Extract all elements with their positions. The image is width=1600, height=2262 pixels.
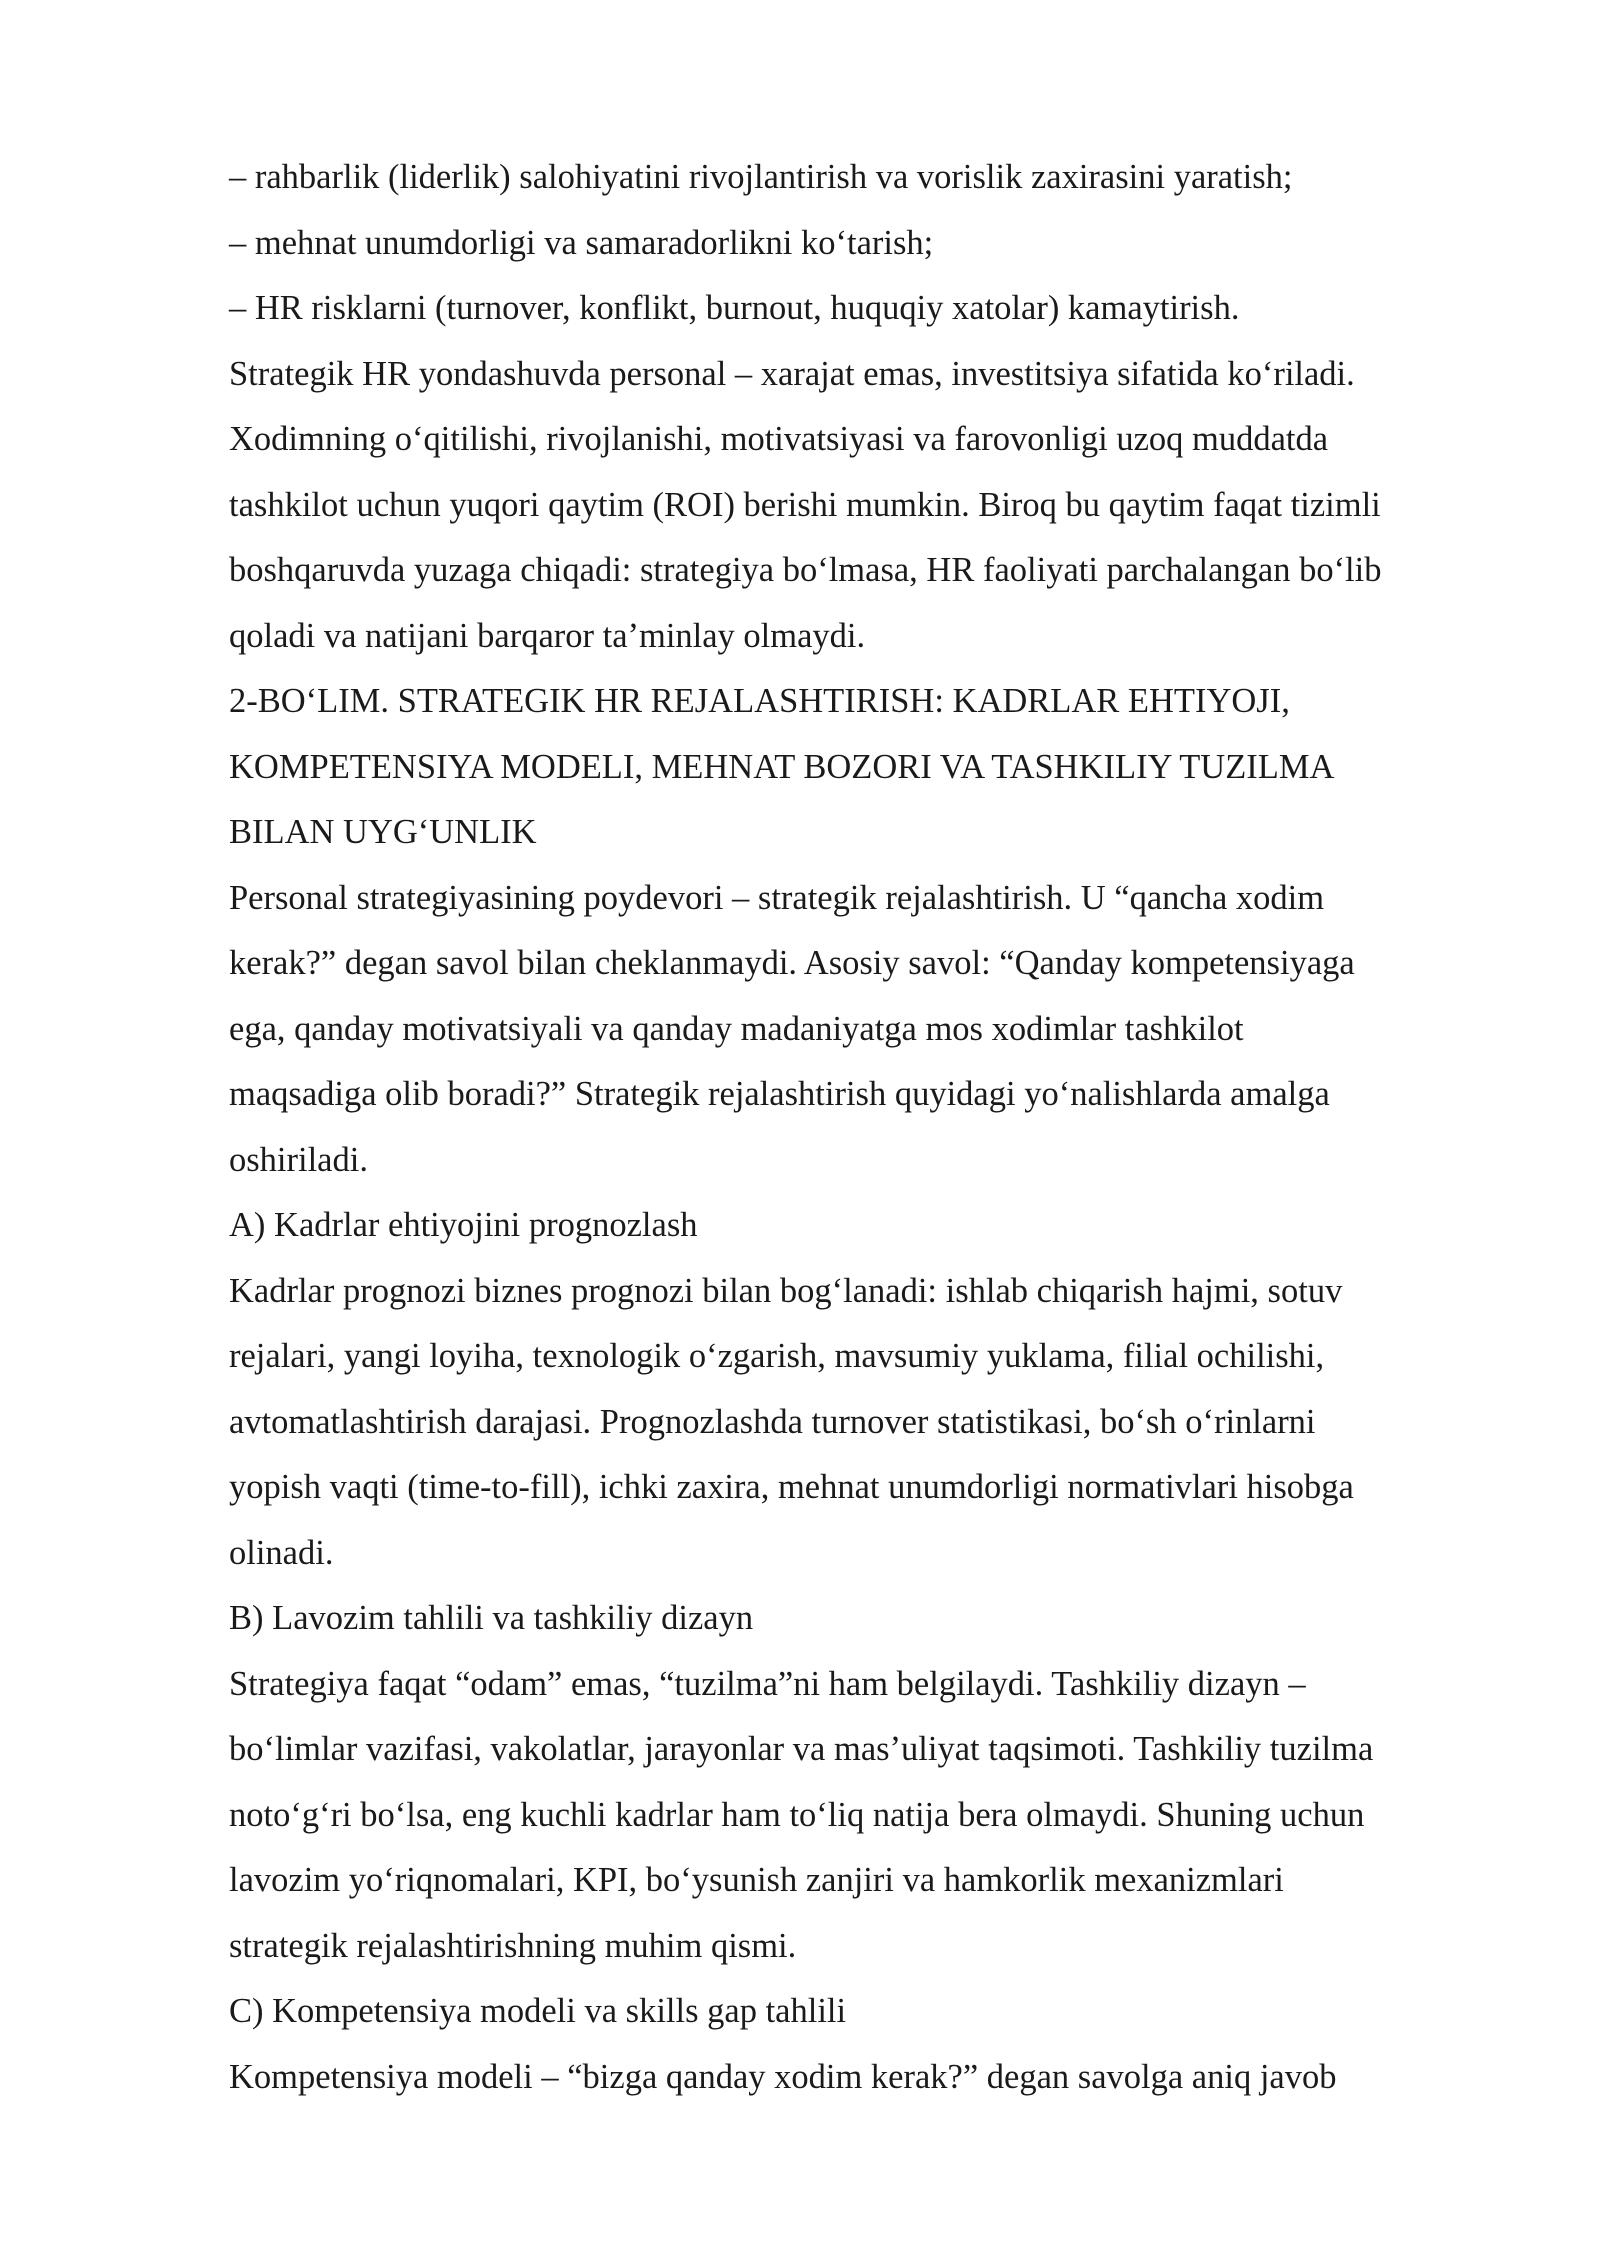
- text-line: ega, qanday motivatsiyali va qanday madaniyatga mos xodimlar tashkilot: [229, 1009, 1244, 1048]
- section-heading-line: BILAN UYGʻUNLIK: [229, 813, 537, 851]
- text-line: lavozim yoʻriqnomalari, KPI, boʻysunish zanjiri va hamkorlik mexanizmlari: [229, 1861, 1284, 1899]
- text-line: qoladi va natijani barqaror taʼminlay olmaydi.: [229, 616, 866, 655]
- document-body: [229, 145, 1494, 2110]
- text-line: – mehnat unumdorligi va samaradorlikni koʻtarish;: [229, 223, 934, 262]
- text-line: avtomatlashtirish darajasi. Prognozlashda turnover statistikasi, boʻsh oʻrinlarni: [229, 1402, 1316, 1441]
- text-line: tashkilot uchun yuqori qaytim (ROI) berishi mumkin. Biroq bu qaytim faqat tizimli: [229, 485, 1381, 524]
- subheading-b: B) Lavozim tahlili va tashkiliy dizayn: [229, 1599, 754, 1637]
- text-line: Xodimning oʻqitilishi, rivojlanishi, motivatsiyasi va farovonligi uzoq muddatda: [229, 420, 1329, 458]
- section-heading-line: 2-BOʻLIM. STRATEGIK HR REJALASHTIRISH: KADRLAR EHTIYOJI,: [229, 682, 1290, 720]
- subheading-c: C) Kompetensiya modeli va skills gap tahlili: [229, 1992, 847, 2030]
- text-line: olinadi.: [229, 1533, 334, 1572]
- text-line: boshqaruvda yuzaga chiqadi: strategiya boʻlmasa, HR faoliyati parchalangan boʻlib: [229, 551, 1382, 589]
- text-line: rejalari, yangi loyiha, texnologik oʻzgarish, mavsumiy yuklama, filial ochilishi,: [229, 1337, 1325, 1375]
- text-line: maqsadiga olib boradi?” Strategik rejalashtirish quyidagi yoʻnalishlarda amalga: [229, 1075, 1330, 1113]
- text-line: strategik rejalashtirishning muhim qismi.: [229, 1926, 797, 1965]
- text-line: notoʻgʻri boʻlsa, eng kuchli kadrlar ham toʻliq natija bera olmaydi. Shuning uchun: [229, 1795, 1365, 1834]
- text-line: kerak?” degan savol bilan cheklanmaydi. Asosiy savol: “Qanday kompetensiyaga: [229, 944, 1355, 982]
- text-line: yopish vaqti (time-to-fill), ichki zaxira, mehnat unumdorligi normativlari hisobga: [229, 1468, 1354, 1506]
- subheading-a: A) Kadrlar ehtiyojini prognozlash: [229, 1206, 698, 1244]
- text-line: Kompetensiya modeli – “bizga qanday xodim kerak?” degan savolga aniq javob: [229, 2057, 1337, 2096]
- section-heading-line: KOMPETENSIYA MODELI, MEHNAT BOZORI VA TASHKILIY TUZILMA: [229, 747, 1335, 786]
- text-line: Strategik HR yondashuvda personal – xarajat emas, investitsiya sifatida koʻriladi.: [229, 354, 1355, 393]
- text-line: Strategiya faqat “odam” emas, “tuzilma”ni ham belgilaydi. Tashkiliy dizayn –: [229, 1664, 1306, 1703]
- text-line: oshiriladi.: [229, 1140, 368, 1179]
- text-line: Personal strategiyasining poydevori – strategik rejalashtirish. U “qancha xodim: [229, 878, 1325, 917]
- text-line: – rahbarlik (liderlik) salohiyatini rivojlantirish va vorislik zaxirasini yaratish;: [229, 158, 1293, 196]
- text-line: boʻlimlar vazifasi, vakolatlar, jarayonlar va masʼuliyat taqsimoti. Tashkiliy tuzilma: [229, 1730, 1374, 1768]
- text-line: Kadrlar prognozi biznes prognozi bilan bogʻlanadi: ishlab chiqarish hajmi, sotuv: [229, 1271, 1343, 1310]
- text-line: – HR risklarni (turnover, konflikt, burnout, huquqiy xatolar) kamaytirish.: [229, 289, 1240, 327]
